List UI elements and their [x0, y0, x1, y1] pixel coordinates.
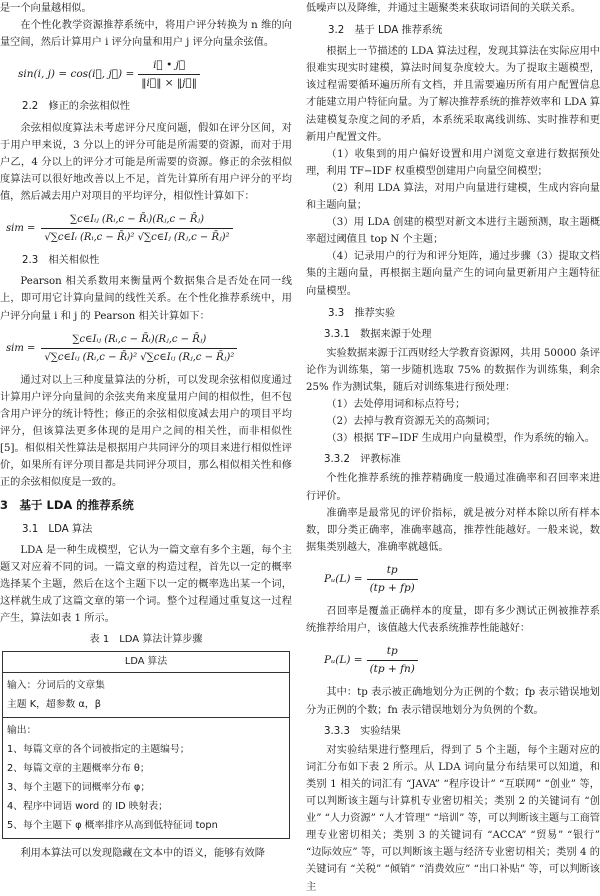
paragraph: 个性化推荐系统的推荐精确度一般通过准确率和召回率来进行评价。 [306, 473, 600, 502]
section-heading-2-2: 2.2 修正的余弦相似性 [22, 101, 130, 113]
section-heading-3-3-1: 3.3.1 数据来源于处理 [324, 328, 432, 340]
formula-numerator: i⃗ • j⃗ [138, 57, 200, 75]
list-item: （3）用 LDA 创建的模型对新文本进行主题预测，取主题概率超过阈值且 top N 个主题； [306, 217, 600, 246]
formula-lhs: sim = [6, 223, 36, 235]
formula-fraction [41, 331, 237, 366]
list-item: （1）去处停用词和标点符号； [326, 399, 466, 411]
table-input-label: 输入：分词后的文章集 [7, 680, 105, 692]
paragraph: LDA 是一种生成模型，它认为一篇文章有多个主题，每个主题又对应着不同的词。一篇文章的构造过程，首先以一定的概率选择某个主题，然后在这个主题下以一定的概率选出某一个词，这样就生成了这篇文章的第一个词。整个过程通过重复这一过程产生，算法如表 1 所示。 [0, 544, 292, 624]
section-heading-3-1: 3.1 LDA 算法 [22, 523, 93, 535]
paragraph: 召回率是覆盖正确样本的度量，即有多少测试正例被推荐系统推荐给用户，该值越大代表系统推荐性能越好： [306, 606, 600, 635]
lda-algorithm-table [2, 651, 290, 839]
formula-denominator: √∑c∈Iᵢ (Rᵢ,c − R̄ᵢ)² √∑c∈Iⱼ (Rⱼ,c − R̄ⱼ)² [44, 232, 230, 244]
paragraph: 准确率是最常见的评价指标，就是被分对样本除以所有样本数，即分类正确率，准确率越高，推荐性能越好。一般来说，数据集类别越大，准确率就越低。 [306, 507, 600, 553]
list-item: （2）去掉与教育资源无关的高频词； [326, 416, 496, 428]
formula-numerator: ∑c∈Iᵢⱼ (Rᵢ,c − R̄ᵢ)(Rⱼ,c − R̄ⱼ) [41, 211, 232, 229]
table-step: 3、每个主题下的词概率分布 φ； [7, 782, 151, 794]
formula-fraction [138, 57, 200, 92]
section-heading-3-3-2: 3.3.2 评教标准 [324, 454, 401, 466]
paragraph: 利用本算法可以发现隐藏在文本中的语义，能够有效降 [20, 848, 265, 860]
paragraph: 余弦相似度算法未考虑评分尺度问题，假如在评分区间，对于用户甲来说，3 分以上的评分可能是所需要的资源，而对于用户乙，4 分以上的评分才可能是所需要的资源。修正的余弦相似度算法可以很好地改善以上不足，首先计算所有用户评分的平均值，然后减去用户对项目的平均评分，相似性计算如下： [0, 122, 292, 202]
paragraph: 通过对以上三种度量算法的分析，可以发现余弦相似度通过计算用户评分向量间的余弦夹角来度量用户间的相似性，但不包含用户评分的统计特性；修正的余弦相似度减去用户的项目平均评分，但该算法更多体现的是用户之间的相关性，而非相似性[5]。相似相关性算法是根据用户共同评分的项目来进行相似性评价，如果所有评分项目都是共同评分项目，那么相似相关性和修正的余弦相似度是一致的。 [0, 374, 292, 489]
left-column [0, 0, 292, 862]
formula-denominator: ‖i⃗‖ × ‖j⃗‖ [141, 77, 197, 90]
table-step: 5、每个主题下 φ 概率排序从高到低特征词 topn [7, 820, 218, 832]
table-header: LDA 算法 [3, 652, 290, 673]
list-item: （4）记录用户的行为和评分矩阵，通过步骤（3）提取文档集的主题向量，再根据主题向量产生的词向量更新用户主题特征向量模型。 [306, 251, 600, 297]
table-output-label: 输出： [7, 725, 37, 737]
formula-fraction [41, 211, 232, 246]
paragraph: 其中：tp 表示被正确地划分为正例的个数；fp 表示错误地划分为正例的个数；fn 表示错误地划分为负例的个数。 [306, 687, 600, 716]
list-item: （2）利用 LDA 算法，对用户向量进行建模，生成内容向量和主题向量； [306, 182, 600, 212]
section-heading-2-3: 2.3 相关相似性 [22, 255, 100, 267]
formula-fraction [367, 562, 418, 597]
formula-fraction [367, 643, 418, 678]
formula-denominator: (tp + fn) [369, 663, 415, 676]
formula-lhs: Pᵤ(L) = [324, 572, 363, 585]
formula-numerator: tp [367, 643, 418, 661]
table-input-params: 主题 K，超参数 α，β [7, 699, 101, 711]
list-item: （3）根据 TF−IDF 生成用户向量模型，作为系统的输入。 [326, 433, 595, 445]
section-heading-3-3: 3.3 推荐实验 [328, 307, 396, 319]
formula-lhs: sim = [6, 342, 36, 354]
paragraph: Pearson 相关系数用来衡量两个数据集合是否处在同一线上，即可用它计算向量间的线性关系。在个性化推荐系统中，用户评分向量 i 和 j 的 Pearson 相关计算如下： [0, 276, 292, 322]
formula-denominator: (tp + fp) [369, 582, 415, 594]
section-heading-3-2: 3.2 基于 LDA 推荐系统 [328, 25, 443, 37]
formula-denominator: √∑c∈Iᵢⱼ (Rᵢ,c − R̄ᵢ)² √∑c∈Iᵢⱼ (Rⱼ,c − R̄ⱼ)² [44, 351, 235, 363]
table-input-cell [3, 673, 290, 718]
precision-formula [306, 562, 600, 597]
paragraph: 对实验结果进行整理后，得到了 5 个主题，每个主题对应的词汇分布如下表 2 所示。从 LDA 词向量分布结果可以知道，和类别 1 相关的词汇有 “JAVA” “程序设计” “互联网” “创业” 等，可以判断该主题与计算机专业密切相关；类别 2 的关键词有 “创业” “人力资源” “人才管理” “培训” 等，可以判断该主题与工商管理专业密切相关；类别 3 的关键词有 “ACCA” “贸易” “银行” “边际效应” 等，可以判断该主题与经济专业密切相关；类别 4 的关键词有 “关税” “倾销” “消费效应” “出口补贴” 等，可以判断该主 [306, 744, 600, 893]
section-heading-3: 3 基于 LDA 的推荐系统 [0, 498, 134, 513]
paragraph: 实验数据来源于江西财经大学教育资源网，共用 50000 条评论作为训练集，第一步随机选取 75% 的数据作为训练集，剩余 25% 作为测试集，随后对训练集进行预处理： [306, 347, 600, 393]
paragraph: 根据上一节描述的 LDA 算法过程，发现其算法在实际应用中很难实现实时建模，算法时间复杂度较大。为了提取主题模型，该过程需要循环遍历所有文档，并且需要遍历所有用户配置信息才能建立用户特征向量。为了解决推荐系统的推荐效率和 LDA 算法建模复杂度之间的矛盾，本系统采取离线训练、实时推荐和更新用户配置文件。 [306, 46, 600, 143]
list-item: （1）收集到的用户偏好设置和用户浏览文章进行数据预处理，利用 TF−IDF 权重模型创建用户向量空间模型； [306, 148, 600, 177]
adjusted-cosine-formula [0, 211, 292, 246]
right-column [306, 0, 600, 896]
cosine-formula [0, 57, 292, 92]
paragraph: 低噪声以及降维，并通过主题聚类来获取词语间的关联关系。 [306, 3, 582, 14]
paragraph: 是一个向量越相似。 [0, 3, 92, 14]
table-caption: 表 1 LDA 算法计算步骤 [89, 634, 203, 646]
table-step: 1、每篇文章的各个词被指定的主题编号； [7, 744, 190, 756]
pearson-formula [0, 331, 292, 366]
paragraph: 在个性化教学资源推荐系统中，将用户评分转换为 n 维的向量空间，然后计算用户 i 评分向量和用户 j 评分向量余弦值。 [0, 20, 292, 49]
section-heading-3-3-3: 3.3.3 实验结果 [324, 725, 401, 737]
table-output-cell [3, 718, 290, 839]
table-step: 2、每篇文章的主题概率分布 θ； [7, 763, 150, 775]
formula-numerator: tp [367, 562, 418, 580]
formula-lhs: sin(i, j) = cos(i⃗, j⃗) = [18, 68, 135, 81]
recall-formula [306, 643, 600, 678]
table-step: 4、程序中词语 word 的 ID 映射表； [7, 801, 168, 813]
formula-lhs: Pᵤ(L) = [324, 654, 363, 667]
formula-numerator: ∑c∈Iᵢⱼ (Rᵢ,c − R̄ᵢ)(Rⱼ,c − R̄ⱼ) [41, 331, 237, 349]
